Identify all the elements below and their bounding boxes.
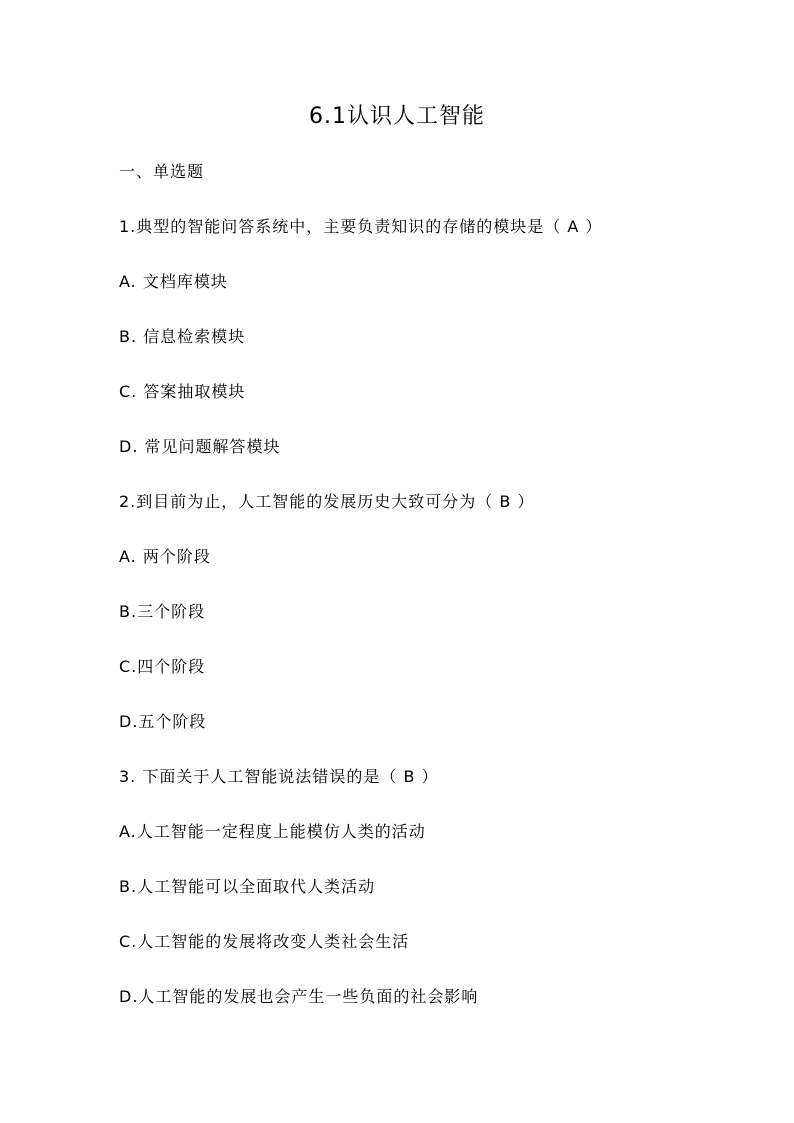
question-2-option-d: D.五个阶段: [119, 712, 207, 731]
question-3-option-b: B.人工智能可以全面取代人类活动: [119, 877, 376, 896]
question-3-stem: 3. 下面关于人工智能说法错误的是（ B ）: [119, 767, 439, 786]
question-2-option-b: B.三个阶段: [119, 602, 206, 621]
question-2-stem: 2.到目前为止，人工智能的发展历史大致可分为（ B ）: [119, 492, 535, 511]
question-2-option-a: A. 两个阶段: [119, 547, 211, 566]
question-2-option-c: C.四个阶段: [119, 657, 206, 676]
question-1-stem: 1.典型的智能问答系统中，主要负责知识的存储的模块是（ A ）: [119, 217, 603, 236]
question-1-option-c: C. 答案抽取模块: [119, 382, 246, 401]
question-3-option-d: D.人工智能的发展也会产生一些负面的社会影响: [119, 987, 479, 1006]
question-1-option-b: B. 信息检索模块: [119, 327, 246, 346]
question-1-option-a: A. 文档库模块: [119, 272, 228, 291]
question-3-option-c: C.人工智能的发展将改变人类社会生活: [119, 932, 410, 951]
page-title: 6.1认识人工智能: [309, 104, 485, 129]
question-1-option-d: D. 常见问题解答模块: [119, 437, 281, 456]
question-3-option-a: A.人工智能一定程度上能模仿人类的活动: [119, 822, 426, 841]
section-heading: 一、单选题: [119, 162, 205, 181]
